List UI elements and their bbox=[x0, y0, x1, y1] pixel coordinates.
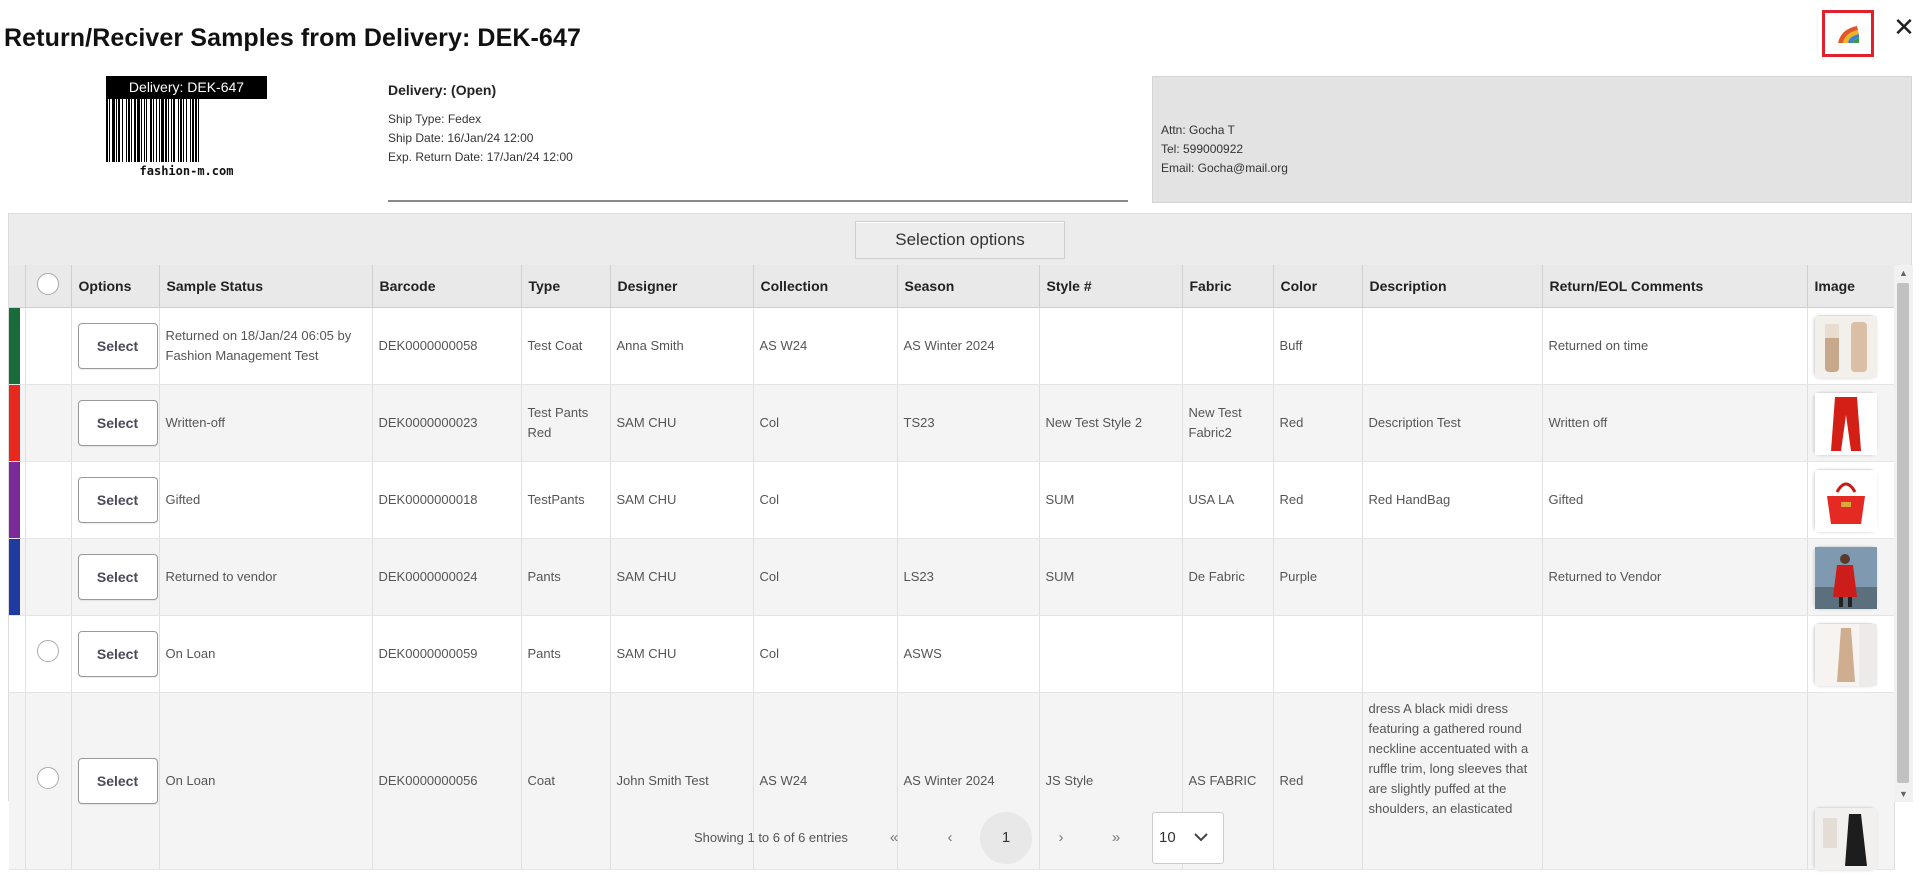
column-header[interactable]: Sample Status bbox=[159, 265, 372, 307]
cell-designer: John Smith Test bbox=[610, 692, 753, 869]
ship-date: Ship Date: 16/Jan/24 12:00 bbox=[388, 131, 534, 145]
table-row[interactable] bbox=[9, 615, 1894, 692]
cell-type: Pants bbox=[521, 615, 610, 692]
status-color-bar bbox=[9, 539, 20, 615]
cell-comments: Written off bbox=[1542, 384, 1807, 461]
cell-style: SUM bbox=[1039, 538, 1182, 615]
column-header[interactable]: Style # bbox=[1039, 265, 1182, 307]
status-color-stripe bbox=[9, 538, 25, 615]
select-button[interactable]: Select bbox=[78, 400, 158, 446]
cell-description: Red HandBag bbox=[1362, 461, 1542, 538]
column-header[interactable]: Return/EOL Comments bbox=[1542, 265, 1807, 307]
status-color-bar bbox=[9, 308, 20, 384]
contact-tel: Tel: 599000922 bbox=[1161, 142, 1244, 156]
cell-color: Red bbox=[1273, 692, 1362, 869]
cell-status: On Loan bbox=[159, 692, 372, 869]
cell-description: dress A black midi dress featuring a gathered round neckline accentuated with a ruffle trim, long sleeves that are slightly puffed at the shoulders, an elasticated bbox=[1362, 692, 1542, 869]
vertical-scrollbar[interactable] bbox=[1894, 265, 1913, 802]
cell-comments bbox=[1542, 615, 1807, 692]
cell-barcode: DEK0000000056 bbox=[372, 692, 521, 869]
barcode-bars bbox=[106, 99, 267, 162]
status-color-stripe bbox=[9, 615, 25, 692]
cell-fabric: De Fabric bbox=[1182, 538, 1273, 615]
row-select-cell bbox=[25, 461, 71, 538]
cell-type: Test Pants Red bbox=[521, 384, 610, 461]
select-button[interactable]: Select bbox=[78, 631, 158, 677]
cell-designer: SAM CHU bbox=[610, 461, 753, 538]
row-select-cell bbox=[25, 538, 71, 615]
cell-fabric: USA LA bbox=[1182, 461, 1273, 538]
row-select-cell bbox=[25, 307, 71, 384]
cell-collection: Col bbox=[753, 538, 897, 615]
image-cell bbox=[1807, 538, 1894, 615]
cell-designer: SAM CHU bbox=[610, 384, 753, 461]
cell-fabric: AS FABRIC bbox=[1182, 692, 1273, 869]
page-title: Return/Reciver Samples from Delivery: DEK-647 bbox=[4, 24, 581, 52]
cell-designer: Anna Smith bbox=[610, 307, 753, 384]
samples-table bbox=[9, 265, 1895, 870]
cell-style: New Test Style 2 bbox=[1039, 384, 1182, 461]
chevron-down-icon bbox=[1191, 827, 1211, 847]
page-size-select[interactable] bbox=[1152, 812, 1224, 864]
select-button[interactable]: Select bbox=[78, 477, 158, 523]
column-header[interactable]: Collection bbox=[753, 265, 897, 307]
cell-designer: SAM CHU bbox=[610, 538, 753, 615]
ship-type: Ship Type: Fedex bbox=[388, 112, 482, 126]
select-button[interactable]: Select bbox=[78, 758, 158, 804]
status-color-stripe bbox=[9, 461, 25, 538]
cell-color: Red bbox=[1273, 384, 1362, 461]
cell-color: Red bbox=[1273, 461, 1362, 538]
table-row[interactable] bbox=[9, 461, 1894, 538]
table-header-row bbox=[9, 265, 1894, 307]
barcode-bar bbox=[199, 99, 201, 162]
cell-season: ASWS bbox=[897, 615, 1039, 692]
cell-comments: Gifted bbox=[1542, 461, 1807, 538]
cell-type: Test Coat bbox=[521, 307, 610, 384]
cell-collection: AS W24 bbox=[753, 307, 897, 384]
cell-type: Coat bbox=[521, 692, 610, 869]
image-cell bbox=[1807, 307, 1894, 384]
cell-barcode: DEK0000000059 bbox=[372, 615, 521, 692]
grid-viewport bbox=[9, 265, 1894, 816]
beige-outfit-image[interactable] bbox=[1814, 315, 1876, 377]
cell-type: Pants bbox=[521, 538, 610, 615]
pagination bbox=[0, 810, 1920, 866]
close-icon[interactable]: ✕ bbox=[1893, 12, 1915, 42]
red-handbag-image[interactable] bbox=[1814, 469, 1876, 531]
contact-attn: Attn: Gocha T bbox=[1161, 123, 1235, 137]
cell-season: AS Winter 2024 bbox=[897, 307, 1039, 384]
entries-info: Showing 1 to 6 of 6 entries bbox=[694, 830, 848, 845]
cell-season: LS23 bbox=[897, 538, 1039, 615]
select-button[interactable]: Select bbox=[78, 554, 158, 600]
column-header[interactable]: Type bbox=[521, 265, 610, 307]
cell-barcode: DEK0000000023 bbox=[372, 384, 521, 461]
status-color-stripe bbox=[9, 384, 25, 461]
header-select-all bbox=[25, 265, 71, 307]
selection-bar bbox=[9, 214, 1911, 265]
contact-panel bbox=[1152, 76, 1912, 203]
column-header[interactable]: Options bbox=[71, 265, 159, 307]
cell-collection: Col bbox=[753, 615, 897, 692]
cell-season: AS Winter 2024 bbox=[897, 692, 1039, 869]
cell-season bbox=[897, 461, 1039, 538]
app-logo-button[interactable] bbox=[1822, 10, 1874, 57]
table-row[interactable] bbox=[9, 538, 1894, 615]
delivery-status: Delivery: (Open) bbox=[388, 82, 497, 98]
cell-fabric bbox=[1182, 615, 1273, 692]
cell-barcode: DEK0000000018 bbox=[372, 461, 521, 538]
cell-season: TS23 bbox=[897, 384, 1039, 461]
image-cell bbox=[1807, 384, 1894, 461]
cell-status: Returned on 18/Jan/24 06:05 by Fashion Management Test bbox=[159, 307, 372, 384]
first-page-icon[interactable]: « bbox=[889, 829, 899, 846]
column-header[interactable]: Season bbox=[897, 265, 1039, 307]
cell-collection: AS W24 bbox=[753, 692, 897, 869]
column-header[interactable]: Image bbox=[1807, 265, 1894, 307]
cell-color: Purple bbox=[1273, 538, 1362, 615]
return-date: Exp. Return Date: 17/Jan/24 12:00 bbox=[388, 150, 573, 164]
options-cell bbox=[71, 384, 159, 461]
scroll-down-arrow-icon[interactable]: ▼ bbox=[1899, 789, 1908, 799]
status-color-stripe bbox=[9, 307, 25, 384]
table-row[interactable] bbox=[9, 307, 1894, 384]
rainbow-logo-icon bbox=[1835, 23, 1861, 45]
cell-barcode: DEK0000000024 bbox=[372, 538, 521, 615]
samples-grid bbox=[8, 213, 1912, 816]
delivery-info bbox=[388, 82, 1128, 202]
select-button[interactable]: Select bbox=[78, 323, 158, 369]
barcode-site-text: fashion-m.com bbox=[139, 164, 234, 178]
table-row[interactable] bbox=[9, 384, 1894, 461]
cell-color bbox=[1273, 615, 1362, 692]
red-pants-image[interactable] bbox=[1814, 392, 1876, 454]
selection-options-button[interactable]: Selection options bbox=[855, 221, 1065, 259]
page-number-button[interactable]: 1 bbox=[980, 812, 1032, 864]
beige-dress-image[interactable] bbox=[1814, 623, 1876, 685]
page-size-value: 10 bbox=[1159, 829, 1176, 846]
cell-status: On Loan bbox=[159, 615, 372, 692]
scrollbar-thumb[interactable] bbox=[1897, 283, 1909, 783]
row-select-cell bbox=[25, 615, 71, 692]
options-cell bbox=[71, 461, 159, 538]
cell-description bbox=[1362, 307, 1542, 384]
cell-status: Gifted bbox=[159, 461, 372, 538]
cell-style: SUM bbox=[1039, 461, 1182, 538]
red-coat-image[interactable] bbox=[1814, 546, 1876, 608]
cell-status: Written-off bbox=[159, 384, 372, 461]
cell-barcode: DEK0000000058 bbox=[372, 307, 521, 384]
row-select-radio[interactable] bbox=[37, 640, 59, 662]
barcode-label: Delivery: DEK-647 bbox=[106, 76, 267, 99]
cell-comments: Returned to Vendor bbox=[1542, 538, 1807, 615]
options-cell bbox=[71, 615, 159, 692]
cell-description bbox=[1362, 538, 1542, 615]
options-cell bbox=[71, 538, 159, 615]
column-header[interactable]: Designer bbox=[610, 265, 753, 307]
cell-style bbox=[1039, 307, 1182, 384]
next-page-icon[interactable]: › bbox=[1058, 829, 1064, 846]
cell-collection: Col bbox=[753, 384, 897, 461]
header-stripe bbox=[9, 265, 25, 307]
row-select-cell bbox=[25, 384, 71, 461]
contact-email: Email: Gocha@mail.org bbox=[1161, 161, 1288, 175]
cell-designer: SAM CHU bbox=[610, 615, 753, 692]
cell-color: Buff bbox=[1273, 307, 1362, 384]
row-select-radio[interactable] bbox=[37, 767, 59, 789]
status-color-bar bbox=[9, 616, 20, 692]
column-header[interactable]: Description bbox=[1362, 265, 1542, 307]
cell-description: Description Test bbox=[1362, 384, 1542, 461]
cell-style bbox=[1039, 615, 1182, 692]
scroll-up-arrow-icon[interactable]: ▲ bbox=[1899, 268, 1908, 278]
cell-collection: Col bbox=[753, 461, 897, 538]
options-cell bbox=[71, 307, 159, 384]
cell-description bbox=[1362, 615, 1542, 692]
cell-type: TestPants bbox=[521, 461, 610, 538]
select-all-radio[interactable] bbox=[37, 273, 59, 295]
column-header[interactable]: Barcode bbox=[372, 265, 521, 307]
column-header[interactable]: Fabric bbox=[1182, 265, 1273, 307]
cell-comments: Returned on time bbox=[1542, 307, 1807, 384]
status-color-bar bbox=[9, 385, 20, 461]
cell-style: JS Style bbox=[1039, 692, 1182, 869]
cell-fabric bbox=[1182, 307, 1273, 384]
image-cell bbox=[1807, 615, 1894, 692]
image-cell bbox=[1807, 461, 1894, 538]
cell-status: Returned to vendor bbox=[159, 538, 372, 615]
status-color-bar bbox=[9, 462, 20, 538]
delivery-barcode bbox=[106, 76, 267, 178]
prev-page-icon[interactable]: ‹ bbox=[947, 829, 953, 846]
cell-fabric: New Test Fabric2 bbox=[1182, 384, 1273, 461]
last-page-icon[interactable]: » bbox=[1111, 829, 1121, 846]
column-header[interactable]: Color bbox=[1273, 265, 1362, 307]
